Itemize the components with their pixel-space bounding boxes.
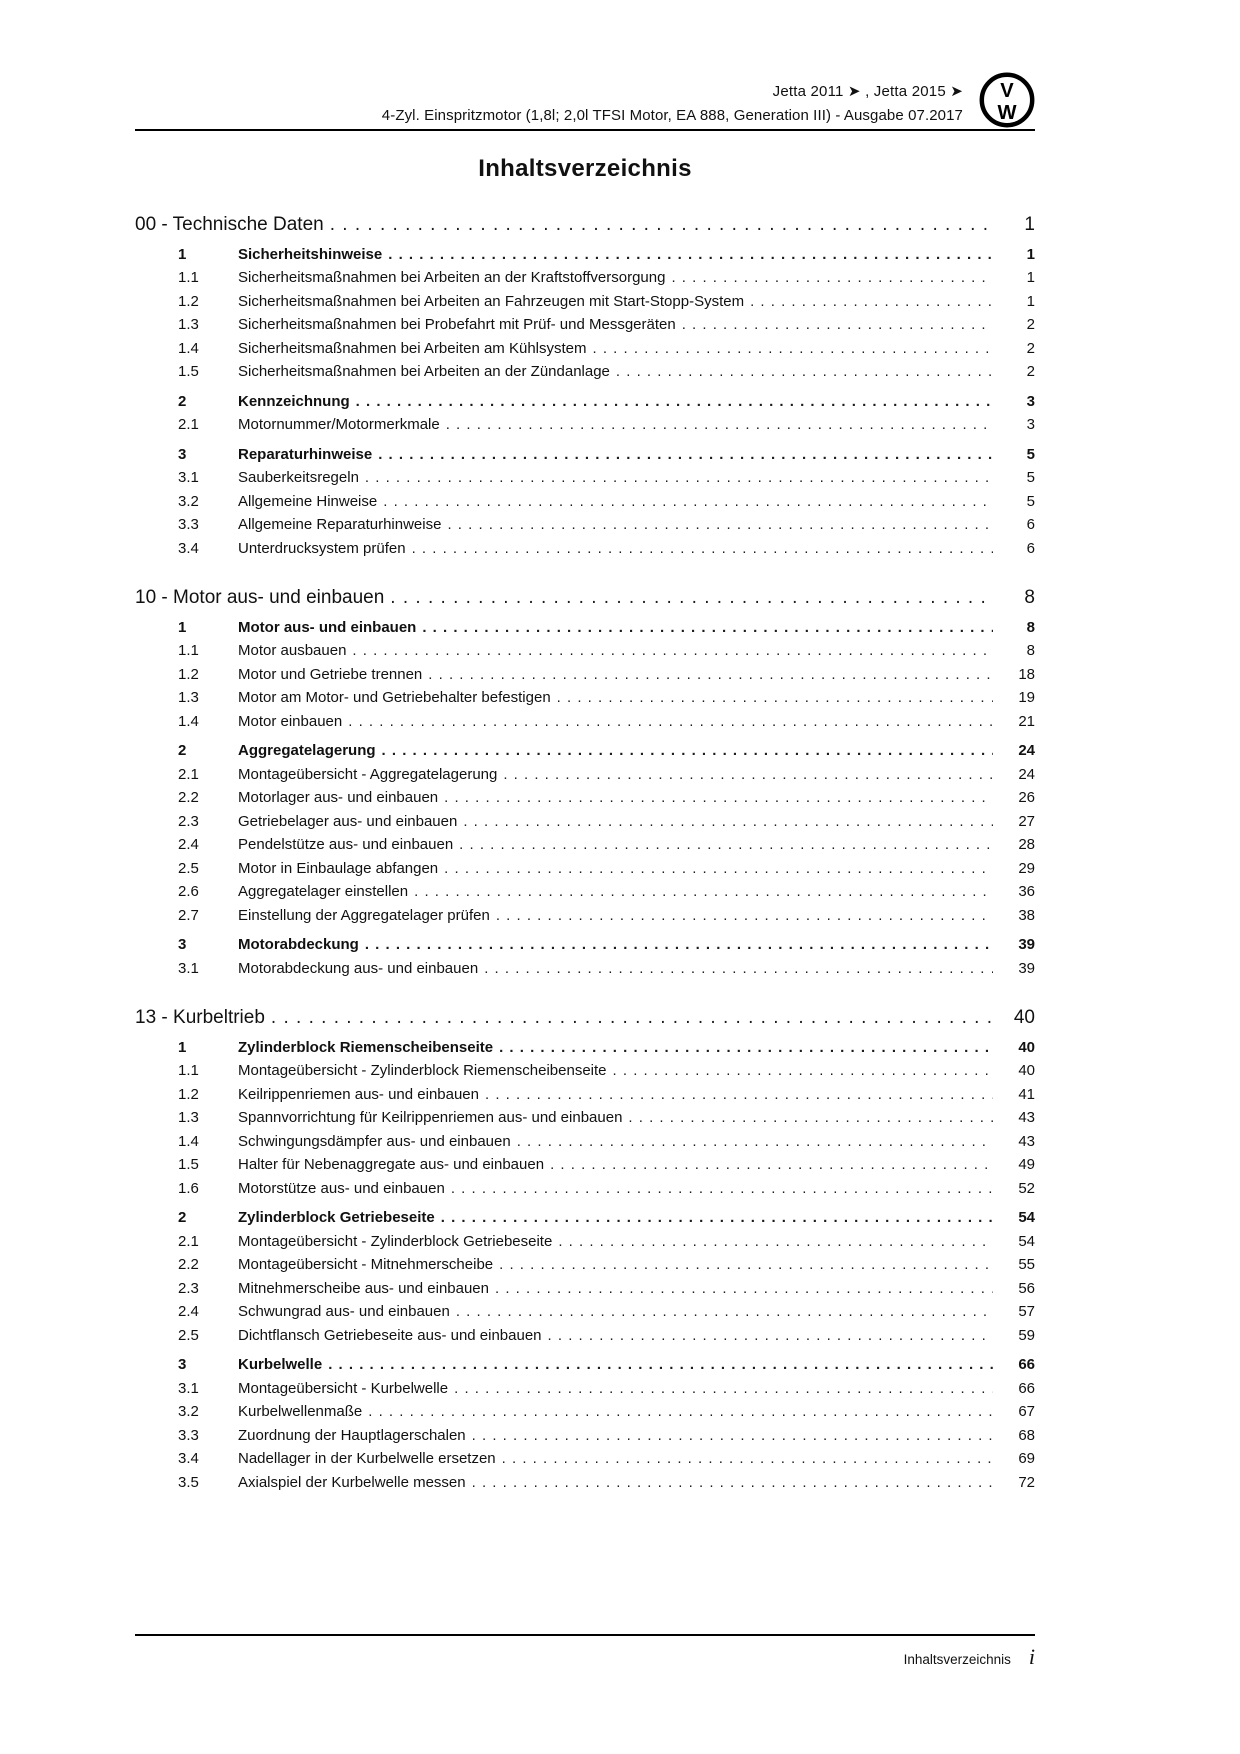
leader-dots [447,513,993,537]
toc-entry-label: Montageübersicht - Aggregatelagerung [238,765,498,783]
toc-entry-number: 1.4 [178,712,199,730]
leader-dots [451,1177,993,1201]
leader-dots [459,833,993,857]
toc-entry-page: 43 [1018,1132,1035,1150]
leader-dots [428,663,993,687]
toc-entry-number: 3 [178,936,187,953]
toc-entry-number: 3.2 [178,492,199,510]
toc-entry-page: 66 [1018,1379,1035,1397]
page-title: Inhaltsverzeichnis [478,155,692,182]
toc-entry-page: 28 [1018,836,1035,853]
leader-dots [390,586,993,610]
toc-chapter-page: 8 [1024,587,1035,608]
leader-dots [378,443,993,467]
toc-entry-number: 1.4 [178,339,199,357]
toc-entry-page: 6 [1026,539,1035,557]
toc-entry-label: Sicherheitsmaßnahmen bei Arbeiten an der Kraftstoffversorgung [238,269,666,286]
toc-entry-row [135,904,1035,928]
leader-dots [613,1059,993,1083]
toc-entry-page: 8 [1026,642,1035,659]
toc-entry-page: 55 [1018,1256,1035,1273]
footer-page-number: i [1028,1644,1035,1669]
toc-entry-label: Montageübersicht - Zylinderblock Getriebeseite [238,1232,553,1250]
leader-dots [593,337,993,361]
toc-entry-page: 3 [1026,392,1035,410]
leader-dots [271,1006,993,1030]
toc-entry-label: Sauberkeitsregeln [238,469,359,486]
toc-entry-label: Dichtflansch Getriebeseite aus- und einbauen [238,1326,542,1344]
toc-entry-page: 5 [1026,492,1035,510]
page-footer [135,1634,1035,1670]
toc-chapter-page: 1 [1024,214,1035,235]
leader-dots [414,880,993,904]
toc-entry-label: Schwingungsdämpfer aus- und einbauen [238,1132,511,1150]
toc-entry-page: 52 [1018,1179,1035,1197]
toc-entry-row [135,466,1035,490]
toc-entry-page: 26 [1018,789,1035,806]
toc-entry-label: Sicherheitsmaßnahmen bei Arbeiten an Fahrzeugen mit Start-Stopp-System [238,292,745,310]
toc-entry-number: 3 [178,445,187,463]
leader-dots [330,213,993,237]
toc-entry-number: 3.5 [178,1473,199,1491]
toc-entry-row [135,443,1035,467]
header-model-line: Jetta 2011 ➤ , Jetta 2015 ➤ [772,83,963,100]
toc-entry-number: 2.5 [178,859,199,877]
toc-entry-number: 3.1 [178,1379,199,1397]
toc-entry-number: 2.2 [178,1256,199,1273]
toc-entry-label: Spannvorrichtung für Keilrippenriemen aus- und einbauen [238,1109,623,1126]
toc-entry-row [135,360,1035,384]
toc-entry-row [135,1353,1035,1377]
toc-entry-row [135,933,1035,957]
toc-entry-page: 59 [1018,1326,1035,1344]
toc-entry-row [135,810,1035,834]
toc-entry-label: Nadellager in der Kurbelwelle ersetzen [238,1450,496,1467]
leader-dots [382,739,993,763]
toc-entry-number: 2.4 [178,1303,199,1320]
toc-entry-page: 5 [1026,445,1035,463]
leader-dots [499,1253,993,1277]
toc-entry-number: 1.1 [178,269,199,286]
toc-entry-number: 2.6 [178,883,199,900]
toc-entry-label: Motor ausbauen [238,642,347,659]
toc-entry-row [135,513,1035,537]
toc-entry-number: 1.5 [178,363,199,380]
toc-entry-page: 54 [1018,1232,1035,1250]
header-subtitle-line: 4-Zyl. Einspritzmotor (1,8l; 2,0l TFSI Motor, EA 888, Generation III) - Ausgabe 07.2017 [381,107,963,124]
toc-entry-label: Axialspiel der Kurbelwelle messen [238,1473,466,1491]
toc-entry-label: Halter für Nebenaggregate aus- und einbauen [238,1156,545,1173]
toc-entry-label: Kurbelwelle [238,1356,323,1373]
toc-entry-page: 8 [1026,618,1035,636]
toc-entry-page: 1 [1026,269,1035,286]
toc-entry-number: 1.1 [178,642,199,659]
toc-entry-number: 3.3 [178,516,199,533]
toc-entry-page: 5 [1026,469,1035,486]
leader-dots [628,1106,993,1130]
toc-entry-page: 36 [1018,883,1035,900]
leader-dots [365,466,993,490]
toc-entry-number: 3.1 [178,469,199,486]
toc-entry-row [135,313,1035,337]
toc-entry-label: Sicherheitsmaßnahmen bei Arbeiten an der Zündanlage [238,363,610,380]
document-page [135,0,1035,1494]
toc-entry-row [135,1253,1035,1277]
toc-entry-label: Montageübersicht - Mitnehmerscheibe [238,1256,494,1273]
toc-entry-label: Einstellung der Aggregatelager prüfen [238,906,490,924]
leader-dots [499,1036,993,1060]
toc-entry-label: Motorstütze aus- und einbauen [238,1179,445,1197]
toc-entry-label: Sicherheitshinweise [238,245,383,263]
vw-logo-letter-v: V [1000,80,1014,103]
toc-entry-label: Zylinderblock Getriebeseite [238,1209,435,1226]
footer-label: Inhaltsverzeichnis [903,1652,1011,1667]
toc-entry-page: 39 [1018,959,1035,977]
toc-entry-label: Aggregatelagerung [238,742,376,759]
toc-entry-label: Reparaturhinweise [238,445,373,463]
toc-entry-page: 66 [1018,1356,1035,1373]
toc-entry-row [135,1447,1035,1471]
toc-entry-row [135,1400,1035,1424]
toc-entry-number: 1.6 [178,1179,199,1197]
toc-entry-page: 72 [1018,1473,1035,1491]
toc-entry-page: 27 [1018,812,1035,830]
toc-entry-number: 2.4 [178,836,199,853]
toc-entry-row [135,337,1035,361]
toc-entry-page: 1 [1026,245,1035,263]
toc-entry-label: Sicherheitsmaßnahmen bei Arbeiten am Kühlsystem [238,339,587,357]
toc-entry-label: Motor am Motor- und Getriebehalter befestigen [238,689,551,706]
toc-entry-row [135,1300,1035,1324]
toc-entry-page: 40 [1018,1062,1035,1079]
toc-entry-number: 2.3 [178,1279,199,1297]
toc-entry-row [135,880,1035,904]
toc-chapter-page: 40 [1013,1007,1035,1028]
toc-entry-label: Motorabdeckung aus- und einbauen [238,959,479,977]
toc-entry-row [135,663,1035,687]
leader-dots [616,360,993,384]
toc-entry-row [135,1177,1035,1201]
toc-entry-page: 6 [1026,516,1035,533]
toc-entry-row [135,390,1035,414]
leader-dots [495,1277,993,1301]
leader-dots [463,810,993,834]
toc-entry-page: 49 [1018,1156,1035,1173]
toc-entry-label: Motorabdeckung [238,936,359,953]
leader-dots [503,763,993,787]
toc-entry-row [135,1230,1035,1254]
toc-entry-number: 1 [178,618,187,636]
toc-chapter-row [135,586,1035,610]
toc-entry-page: 24 [1018,742,1035,759]
toc-entry-row [135,1277,1035,1301]
toc-entry-label: Motor einbauen [238,712,343,730]
toc-entry-page: 29 [1018,859,1035,877]
toc-entry-row [135,639,1035,663]
toc-entry-label: Motor und Getriebe trennen [238,665,423,683]
toc-entry-row [135,1083,1035,1107]
leader-dots [454,1377,993,1401]
leader-dots [383,490,993,514]
page-header [135,0,1035,131]
toc-entry-row [135,413,1035,437]
toc-chapter-row [135,1006,1035,1030]
toc-entry-row [135,1324,1035,1348]
toc-entry-number: 2.3 [178,812,199,830]
toc-entry-label: Zuordnung der Hauptlagerschalen [238,1426,466,1444]
toc-entry-label: Sicherheitsmaßnahmen bei Probefahrt mit Prüf- und Messgeräten [238,316,676,333]
toc-entry-page: 21 [1018,712,1035,730]
toc-entry-label: Schwungrad aus- und einbauen [238,1303,450,1320]
table-of-contents [135,213,1035,1494]
toc-entry-row [135,786,1035,810]
leader-dots [484,957,993,981]
toc-entry-number: 3.2 [178,1403,199,1420]
toc-entry-number: 2 [178,392,187,410]
leader-dots [388,243,993,267]
toc-entry-number: 3.3 [178,1426,199,1444]
toc-entry-number: 2.7 [178,906,199,924]
toc-entry-row [135,1153,1035,1177]
toc-entry-label: Kurbelwellenmaße [238,1403,363,1420]
toc-entry-page: 2 [1026,363,1035,380]
toc-entry-row [135,1471,1035,1495]
toc-chapter-label: 00 - Technische Daten [135,214,324,235]
leader-dots [444,786,993,810]
toc-entry-label: Aggregatelager einstellen [238,883,409,900]
toc-entry-row [135,1424,1035,1448]
leader-dots [472,1424,993,1448]
toc-entry-row [135,1377,1035,1401]
toc-entry-label: Keilrippenriemen aus- und einbauen [238,1085,479,1103]
toc-entry-label: Motor aus- und einbauen [238,618,417,636]
toc-entry-row [135,290,1035,314]
toc-entry-row [135,710,1035,734]
toc-entry-label: Motorlager aus- und einbauen [238,789,439,806]
leader-dots [368,1400,993,1424]
toc-entry-page: 40 [1018,1038,1035,1056]
toc-entry-page: 68 [1018,1426,1035,1444]
toc-chapter-label: 13 - Kurbeltrieb [135,1007,265,1028]
toc-entry-row [135,1059,1035,1083]
toc-entry-page: 57 [1018,1303,1035,1320]
leader-dots [456,1300,993,1324]
toc-entry-number: 1.3 [178,316,199,333]
toc-entry-page: 24 [1018,765,1035,783]
toc-entry-number: 1.1 [178,1062,199,1079]
toc-entry-number: 1.2 [178,1085,199,1103]
leader-dots [444,857,993,881]
toc-entry-row [135,857,1035,881]
leader-dots [750,290,993,314]
leader-dots [485,1083,993,1107]
toc-entry-row [135,739,1035,763]
toc-entry-number: 2.2 [178,789,199,806]
toc-entry-number: 3.1 [178,959,199,977]
toc-entry-page: 1 [1026,292,1035,310]
leader-dots [550,1153,993,1177]
leader-dots [348,710,993,734]
toc-entry-number: 1.4 [178,1132,199,1150]
toc-entry-page: 43 [1018,1109,1035,1126]
toc-entry-number: 2.1 [178,1232,199,1250]
leader-dots [356,390,993,414]
toc-chapter-label: 10 - Motor aus- und einbauen [135,587,385,608]
toc-entry-number: 2.5 [178,1326,199,1344]
leader-dots [365,933,993,957]
toc-entry-row [135,1036,1035,1060]
toc-entry-page: 54 [1018,1209,1035,1226]
leader-dots [682,313,993,337]
leader-dots [412,537,993,561]
leader-dots [558,1230,993,1254]
leader-dots [671,266,993,290]
toc-entry-page: 38 [1018,906,1035,924]
toc-entry-label: Allgemeine Hinweise [238,492,378,510]
toc-entry-number: 3 [178,1356,187,1373]
vw-logo-letter-w: W [997,102,1017,125]
toc-entry-page: 67 [1018,1403,1035,1420]
toc-entry-number: 3.4 [178,539,199,557]
toc-entry-label: Motor in Einbaulage abfangen [238,859,439,877]
toc-entry-row [135,1206,1035,1230]
leader-dots [548,1324,993,1348]
toc-entry-row [135,1130,1035,1154]
toc-entry-number: 1 [178,245,187,263]
toc-entry-number: 2 [178,742,187,759]
header-text-block [135,82,979,124]
leader-dots [352,639,993,663]
toc-entry-page: 19 [1018,689,1035,706]
toc-entry-label: Allgemeine Reparaturhinweise [238,516,442,533]
toc-entry-row [135,1106,1035,1130]
toc-entry-row [135,763,1035,787]
leader-dots [422,616,993,640]
toc-entry-row [135,537,1035,561]
toc-entry-row [135,266,1035,290]
toc-entry-page: 2 [1026,339,1035,357]
toc-entry-number: 1 [178,1038,187,1056]
toc-entry-page: 69 [1018,1450,1035,1467]
leader-dots [517,1130,993,1154]
leader-dots [557,686,993,710]
toc-entry-label: Mitnehmerscheibe aus- und einbauen [238,1279,489,1297]
toc-entry-number: 1.2 [178,665,199,683]
toc-entry-label: Motornummer/Motormerkmale [238,416,440,433]
vw-logo-icon [979,72,1035,128]
toc-entry-label: Unterdrucksystem prüfen [238,539,406,557]
toc-entry-row [135,243,1035,267]
toc-chapter-row [135,213,1035,237]
toc-entry-number: 1.3 [178,689,199,706]
toc-entry-page: 2 [1026,316,1035,333]
leader-dots [502,1447,993,1471]
toc-entry-page: 18 [1018,665,1035,683]
toc-entry-number: 2 [178,1209,187,1226]
toc-entry-label: Montageübersicht - Zylinderblock Riemenscheibenseite [238,1062,607,1079]
toc-entry-label: Montageübersicht - Kurbelwelle [238,1379,449,1397]
toc-entry-row [135,490,1035,514]
leader-dots [472,1471,993,1495]
leader-dots [496,904,993,928]
toc-entry-number: 1.5 [178,1156,199,1173]
toc-entry-row [135,957,1035,981]
leader-dots [328,1353,993,1377]
toc-entry-row [135,833,1035,857]
toc-entry-number: 2.1 [178,765,199,783]
toc-entry-row [135,686,1035,710]
toc-entry-number: 1.2 [178,292,199,310]
toc-entry-row [135,616,1035,640]
toc-entry-number: 3.4 [178,1450,199,1467]
toc-entry-number: 2.1 [178,416,199,433]
toc-entry-page: 41 [1018,1085,1035,1103]
toc-entry-number: 1.3 [178,1109,199,1126]
toc-entry-label: Kennzeichnung [238,392,350,410]
toc-entry-label: Pendelstütze aus- und einbauen [238,836,454,853]
toc-entry-label: Zylinderblock Riemenscheibenseite [238,1038,494,1056]
toc-entry-page: 56 [1018,1279,1035,1297]
toc-entry-label: Getriebelager aus- und einbauen [238,812,458,830]
leader-dots [446,413,993,437]
leader-dots [441,1206,993,1230]
toc-entry-page: 39 [1018,936,1035,953]
toc-entry-page: 3 [1026,416,1035,433]
